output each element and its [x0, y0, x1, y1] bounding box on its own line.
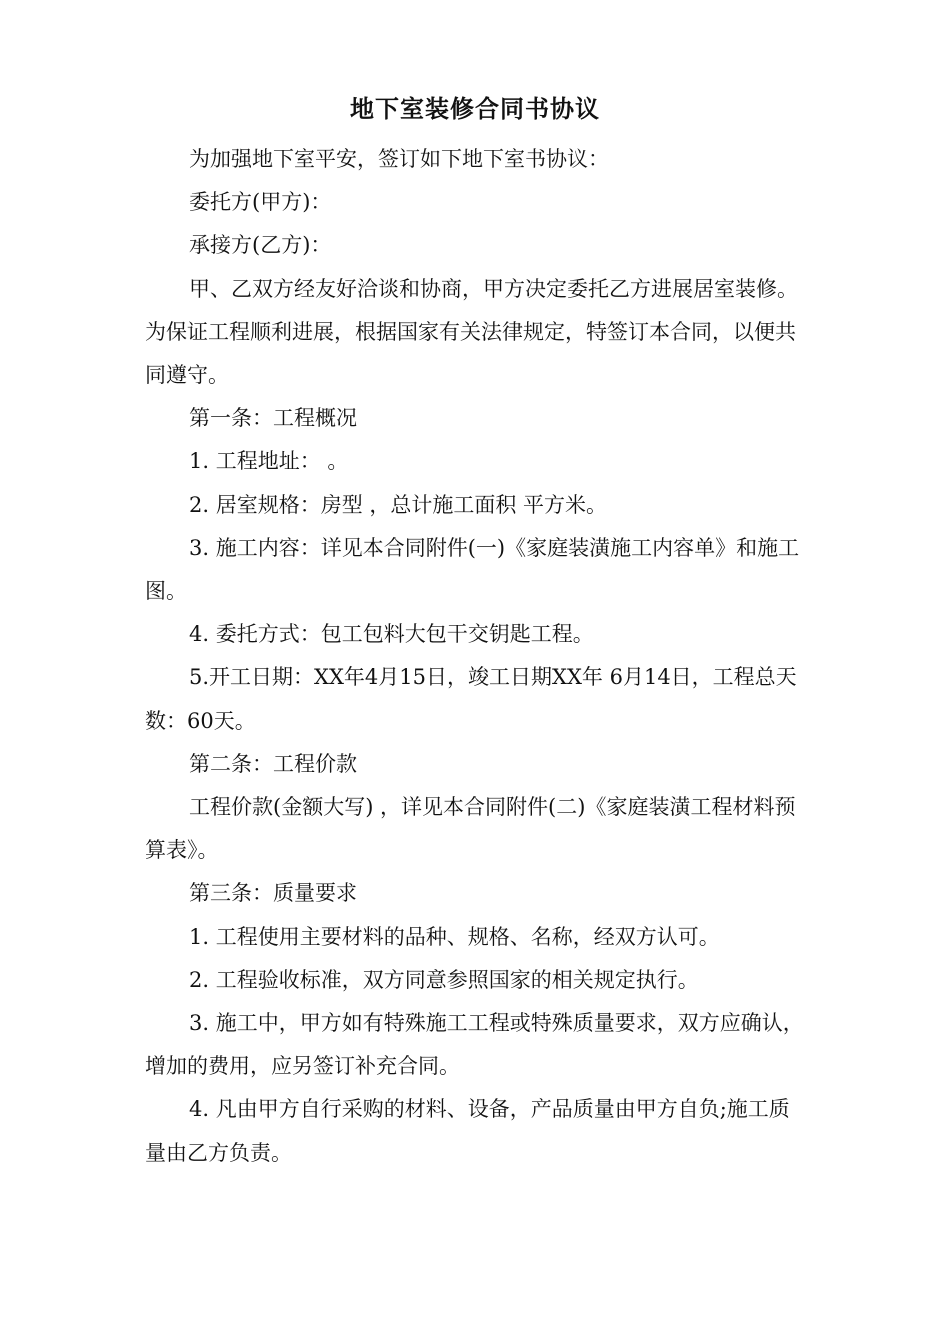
clause-2-1: 工程价款(金额大写) ，详见本合同附件(二)《家庭装潢工程材料预算表》。 [145, 795, 796, 863]
clause-3-3: 3. 施工中，甲方如有特殊施工工程或特殊质量要求，双方应确认，增加的费用，应另签订补充合同。 [145, 1011, 804, 1079]
clause-1-4: 4. 委托方式：包工包料大包干交钥匙工程。 [189, 622, 594, 647]
document-body [145, 138, 805, 1175]
clause-1-5: 5.开工日期：XX年4月15日，竣工日期XX年 6月14日，工程总天数：60天。 [145, 665, 797, 733]
section-heading-1: 第一条：工程概况 [189, 406, 357, 431]
intro-paragraph: 为加强地下室平安，签订如下地下室书协议： [189, 147, 609, 171]
section-heading-3: 第三条：质量要求 [189, 881, 357, 906]
party-a-line: 委托方(甲方)： [189, 190, 332, 215]
agreement-paragraph: 甲、乙双方经友好洽谈和协商，甲方决定委托乙方进展居室装修。为保证工程顺利进展，根据国家有关法律规定，特签订本合同，以便共同遵守。 [145, 276, 798, 388]
clause-1-1: 1. 工程地址： 。 [189, 449, 349, 474]
document-title: 地下室装修合同书协议 [350, 94, 600, 123]
clause-1-3: 3. 施工内容：详见本合同附件(一)《家庭装潢施工内容单》和施工图。 [145, 535, 800, 604]
section-heading-2: 第二条：工程价款 [189, 751, 357, 776]
clause-3-4: 4. 凡由甲方自行采购的材料、设备，产品质量由甲方自负;施工质量由乙方负责。 [145, 1097, 790, 1165]
clause-3-1: 1. 工程使用主要材料的品种、规格、名称，经双方认可。 [189, 924, 720, 949]
party-b-line: 承接方(乙方)： [189, 233, 332, 258]
clause-1-2: 2. 居室规格：房型 ，总计施工面积 平方米。 [189, 492, 608, 517]
clause-3-2: 2. 工程验收标准，双方同意参照国家的相关规定执行。 [189, 967, 699, 992]
